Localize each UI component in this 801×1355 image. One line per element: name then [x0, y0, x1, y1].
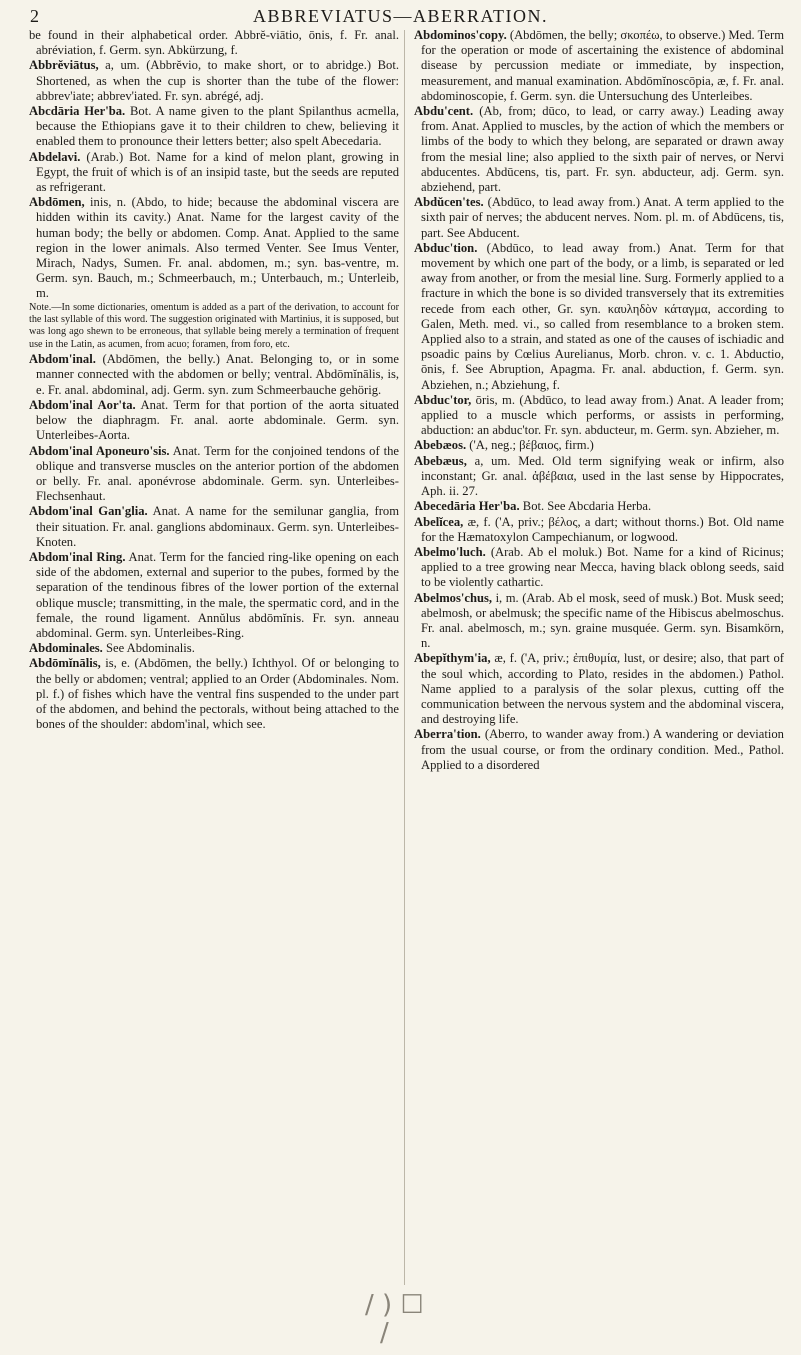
dictionary-entry: [29, 58, 399, 104]
entry-headword: Abdōmen,: [29, 195, 85, 210]
entry-definition: inis, n. (Abdo, to hide; because the abdominal viscera are hidden within its cavity.) Anat. Name for the largest cavity of the human body; the belly or abdomen. Comp. Anat. Applied to the same region in the lower animals. Also termed Venter. See Imus Venter, Mirach, Nadys, Sumen. Fr. anal. abdomen, m.; syn. bas-ventre, m. Germ. syn. Bauch, m.; Schmeerbauch, m.; Unterbauch, m.; Unterleib, m.: [36, 195, 399, 301]
entry-definition: æ, f. ('A, priv.; βέλος, a dart; without thorns.) Bot. Old name for the Hæmatoxylon Campechianum, or logwood.: [421, 514, 784, 544]
entry-headword: Abdom'inal.: [29, 352, 96, 367]
entry-headword: Abelmos'chus,: [414, 590, 493, 605]
entry-definition: Bot. See Abcdaria Herba.: [522, 499, 652, 514]
dictionary-entry: [414, 104, 784, 195]
dictionary-entry: [414, 28, 784, 104]
dictionary-entry: [29, 398, 399, 444]
entry-headword: Abdom'inal Ring.: [29, 549, 126, 564]
entry-headword: Abelĭcea,: [414, 514, 464, 529]
column-rule: [404, 30, 405, 1285]
entry-definition: (Abdūco, to lead away from.) Anat. A term applied to the sixth pair of nerves; the abducent nerves. Nom. pl. m. of Abdūcens, tis, part. See Abducent.: [421, 195, 784, 240]
dictionary-entry: [414, 727, 784, 773]
entry-definition: Anat. Term for the conjoined tendons of the oblique and transverse muscles on the anterior portion of the abdomen or belly. Fr. anal. aponévrose abdominale. Germ. syn. Unterleibes-Flechsenhaut.: [36, 443, 399, 504]
entry-definition: (Abdōmen, the belly.) Anat. Belonging to, or in some manner connected with the abdomen or belly; ventral. Abdōmĭnālis, is, e. Fr. anal. abdominal, adj. Germ. syn. zum Schmeerbauche gehörig.: [36, 352, 399, 397]
dictionary-entry: [29, 504, 399, 550]
entry-definition: a, um. Med. Old term signifying weak or infirm, also inconstant; Gr. anal. ἀβέβαια, used in the last sense by Hippocrates, Aph. ii. 27.: [421, 453, 784, 499]
entry-definition: (Arab. Ab el moluk.) Bot. Name for a kind of Ricinus; applied to a tree growing near Mecca, having black oblong seeds, said to be violently cathartic.: [421, 544, 784, 590]
dictionary-entry: [414, 591, 784, 652]
dictionary-entry: [414, 651, 784, 727]
entry-headword: Abduc'tion.: [414, 240, 478, 255]
dictionary-entry: [414, 241, 784, 393]
entry-headword: Abdom'inal Aponeuro'sis.: [29, 443, 170, 458]
entry-definition: (Abdūco, to lead away from.) Anat. Term for that movement by which one part of the body, or a limb, is separated or led away from another, or from the mesial line. Surg. Formerly applied to a fracture in which the bone is so divided transversely that its extremities recede from each other, Gr. syn. καυληδὸν κάταγμα, according to Galen, Meth. med. vi., so called from resemblance to a broken stem. Applied also to a strain, and stated as one of the causes of ischiadic and psoadic pains by Cœlius Aurelianus, Morb. chron. v. c. 1. Abductio, ōnis, f. See Abruption, Apagma. Fr. anal. abduction, f. Germ. syn. Abziehen, n.; Abziehung, f.: [421, 240, 784, 392]
dictionary-entry: [29, 28, 399, 58]
dictionary-entry: [414, 454, 784, 500]
running-head: ABBREVIATUS—ABERRATION.: [252, 6, 549, 26]
entry-definition: Anat. Term for the fancied ring-like opening on each side of the abdomen, external and superior to the pubes, formed by the separation of the tendinous fibres of the lower portion of the external oblique muscle; transmitting, in the male, the spermatic cord, and in the female, the round ligament. Annŭlus abdōmĭnis. Fr. syn. anneau abdominal. Germ. syn. Unterleibes-Ring.: [36, 549, 399, 640]
entry-definition: be found in their alphabetical order. Abbrĕ-viātio, ōnis, f. Fr. anal. abréviation, f. Germ. syn. Abkürzung, f.: [29, 28, 399, 58]
entry-definition: Anat. A name for the semilunar ganglia, from their situation. Fr. anal. ganglions abdominaux. Germ. syn. Unterleibes-Knoten.: [36, 504, 399, 549]
entry-definition: i, m. (Arab. Ab el mosk, seed of musk.) Bot. Musk seed; abelmosh, or abelmusk; the specific name of the Hibiscus abelmoschus. Fr. anal. abelmosch, m.; syn. graine musquée. Germ. syn. Bisamkörn, n.: [421, 590, 784, 651]
entry-definition: ōris, m. (Abdūco, to lead away from.) Anat. A leader from; applied to a muscle which performs, or assists in performing, abduction: an abduc'tor. Fr. syn. abducteur, m. Germ. syn. Abzieher, m.: [421, 392, 784, 438]
entry-definition: ('A, neg.; βέβαιος, firm.): [469, 438, 594, 453]
entry-headword: Abdominales.: [29, 641, 103, 656]
entry-headword: Abelmo'luch.: [414, 544, 486, 559]
left-column: [29, 28, 399, 732]
entry-definition: a, um. (Abbrĕvio, to make short, or to abridge.) Bot. Shortened, as when the cup is shorter than the tube of the flower: abbrev'iate; abbrev'iated. Fr. syn. abrégé, adj.: [36, 58, 399, 103]
page-number: 2: [30, 6, 39, 26]
dictionary-entry: [29, 444, 399, 505]
entry-headword: Abecedāria Her'ba.: [414, 499, 520, 514]
pencil-slash: /: [380, 1318, 389, 1348]
dictionary-entry: [414, 393, 784, 439]
dictionary-entry: [29, 104, 399, 150]
entry-definition: (Abdōmen, the belly; σκοπέω, to observe.) Med. Term for the operation or mode of ascertaining the existence of abdominal disease by percussion mediate or immediate, by inspection, measurement, and manual examination. Abdōmĭnoscōpia, æ, f. Fr. anal. abdominoscopie, f. Germ. syn. die Untersuchung des Unterleibes.: [421, 28, 784, 103]
entry-headword: Abdominos'copy.: [414, 28, 507, 42]
entry-headword: Abcdāria Her'ba.: [29, 104, 126, 119]
dictionary-entry: [414, 195, 784, 241]
entry-definition: æ, f. ('A, priv.; ἐπιθυμία, lust, or desire; also, that part of the soul which, according to Plato, resides in the abdomen.) Pathol. Name applied to a paralysis of the solar plexus, cutting off the communication between the nervous system and the abdominal viscera, and destroying life.: [421, 651, 784, 727]
entry-headword: Abdelavi.: [29, 149, 81, 164]
entry-headword: Abduc'tor,: [414, 392, 472, 407]
entry-headword: Abdŭcen'tes.: [414, 195, 484, 210]
entry-headword: Abdōmĭnālis,: [29, 656, 101, 671]
dictionary-entry: [414, 438, 784, 453]
entry-headword: Abepĭthym'ia,: [414, 651, 491, 666]
entry-headword: Abebæus,: [414, 453, 467, 468]
pencil-scribble: / ) ☐: [365, 1290, 424, 1320]
dictionary-entry: [414, 515, 784, 545]
entry-definition: (Aberro, to wander away from.) A wandering or deviation from the usual course, or from the ordinary condition. Med., Pathol. Applied to a disordered: [421, 727, 784, 772]
dictionary-entry: [29, 195, 399, 301]
entry-definition: Bot. A name given to the plant Spilanthus acmella, because the Ethiopians gave it to their children to chew, believing it enabled them to pronounce their letters better; also spelt Abecedaria.: [36, 104, 399, 149]
dictionary-entry: [29, 656, 399, 732]
dictionary-entry: [29, 641, 399, 656]
right-column: [414, 28, 784, 773]
dictionary-entry: [414, 499, 784, 514]
entry-headword: Abebæos.: [414, 438, 467, 453]
entry-definition: (Arab.) Bot. Name for a kind of melon plant, growing in Egypt, the fruit of which is of an insipid taste, but the seeds are reputed as refrigerant.: [36, 149, 400, 195]
entry-headword: Abdu'cent.: [414, 104, 474, 119]
entry-headword: Aberra'tion.: [414, 727, 481, 742]
entry-definition: See Abdominalis.: [106, 641, 195, 656]
entry-definition: Anat. Term for that portion of the aorta situated below the diaphragm. Fr. anal. aorte abdominale. Germ. syn. Unterleibes-Aorta.: [36, 397, 399, 443]
dictionary-note: Note.—In some dictionaries, omentum is added as a part of the derivation, to account for the last syllable of this word. The suggestion originated with Martinius, it is supposed, but was long ago shewn to be erroneous, that syllable being merely a termination of frequent use in the Latin, as acumen, from acuo; foramen, from foro, etc.: [29, 301, 399, 350]
dictionary-entry: [414, 545, 784, 591]
entry-definition: is, e. (Abdōmen, the belly.) Ichthyol. Of or belonging to the belly or abdomen; ventral; applied to an Order (Abdominales. Nom. pl. f.) of fishes which have the ventral fins suspended to the under part of the abdomen, and behind the pectorals, without being attached to the bones of the shoulder: abdom'inal, which see.: [36, 656, 399, 732]
entry-definition: (Ab, from; dūco, to lead, or carry away.) Leading away from. Anat. Applied to muscles, by the action of which the members or limbs of the body to which they belong, are separated or drawn away from the mesial line; also applied to the sixth pair of nerves, or Nervi abducentes. Abdūcens, tis, part. Fr. syn. abducteur, adj. Germ. syn. abziehend, part.: [421, 104, 784, 195]
entry-headword: Abdom'inal Gan'glia.: [29, 504, 148, 519]
entry-headword: Abdom'inal Aor'ta.: [29, 397, 136, 412]
dictionary-entry: [29, 150, 399, 196]
entry-headword: Abbrĕviātus,: [29, 58, 99, 73]
dictionary-entry: [29, 352, 399, 398]
dictionary-entry: [29, 550, 399, 641]
